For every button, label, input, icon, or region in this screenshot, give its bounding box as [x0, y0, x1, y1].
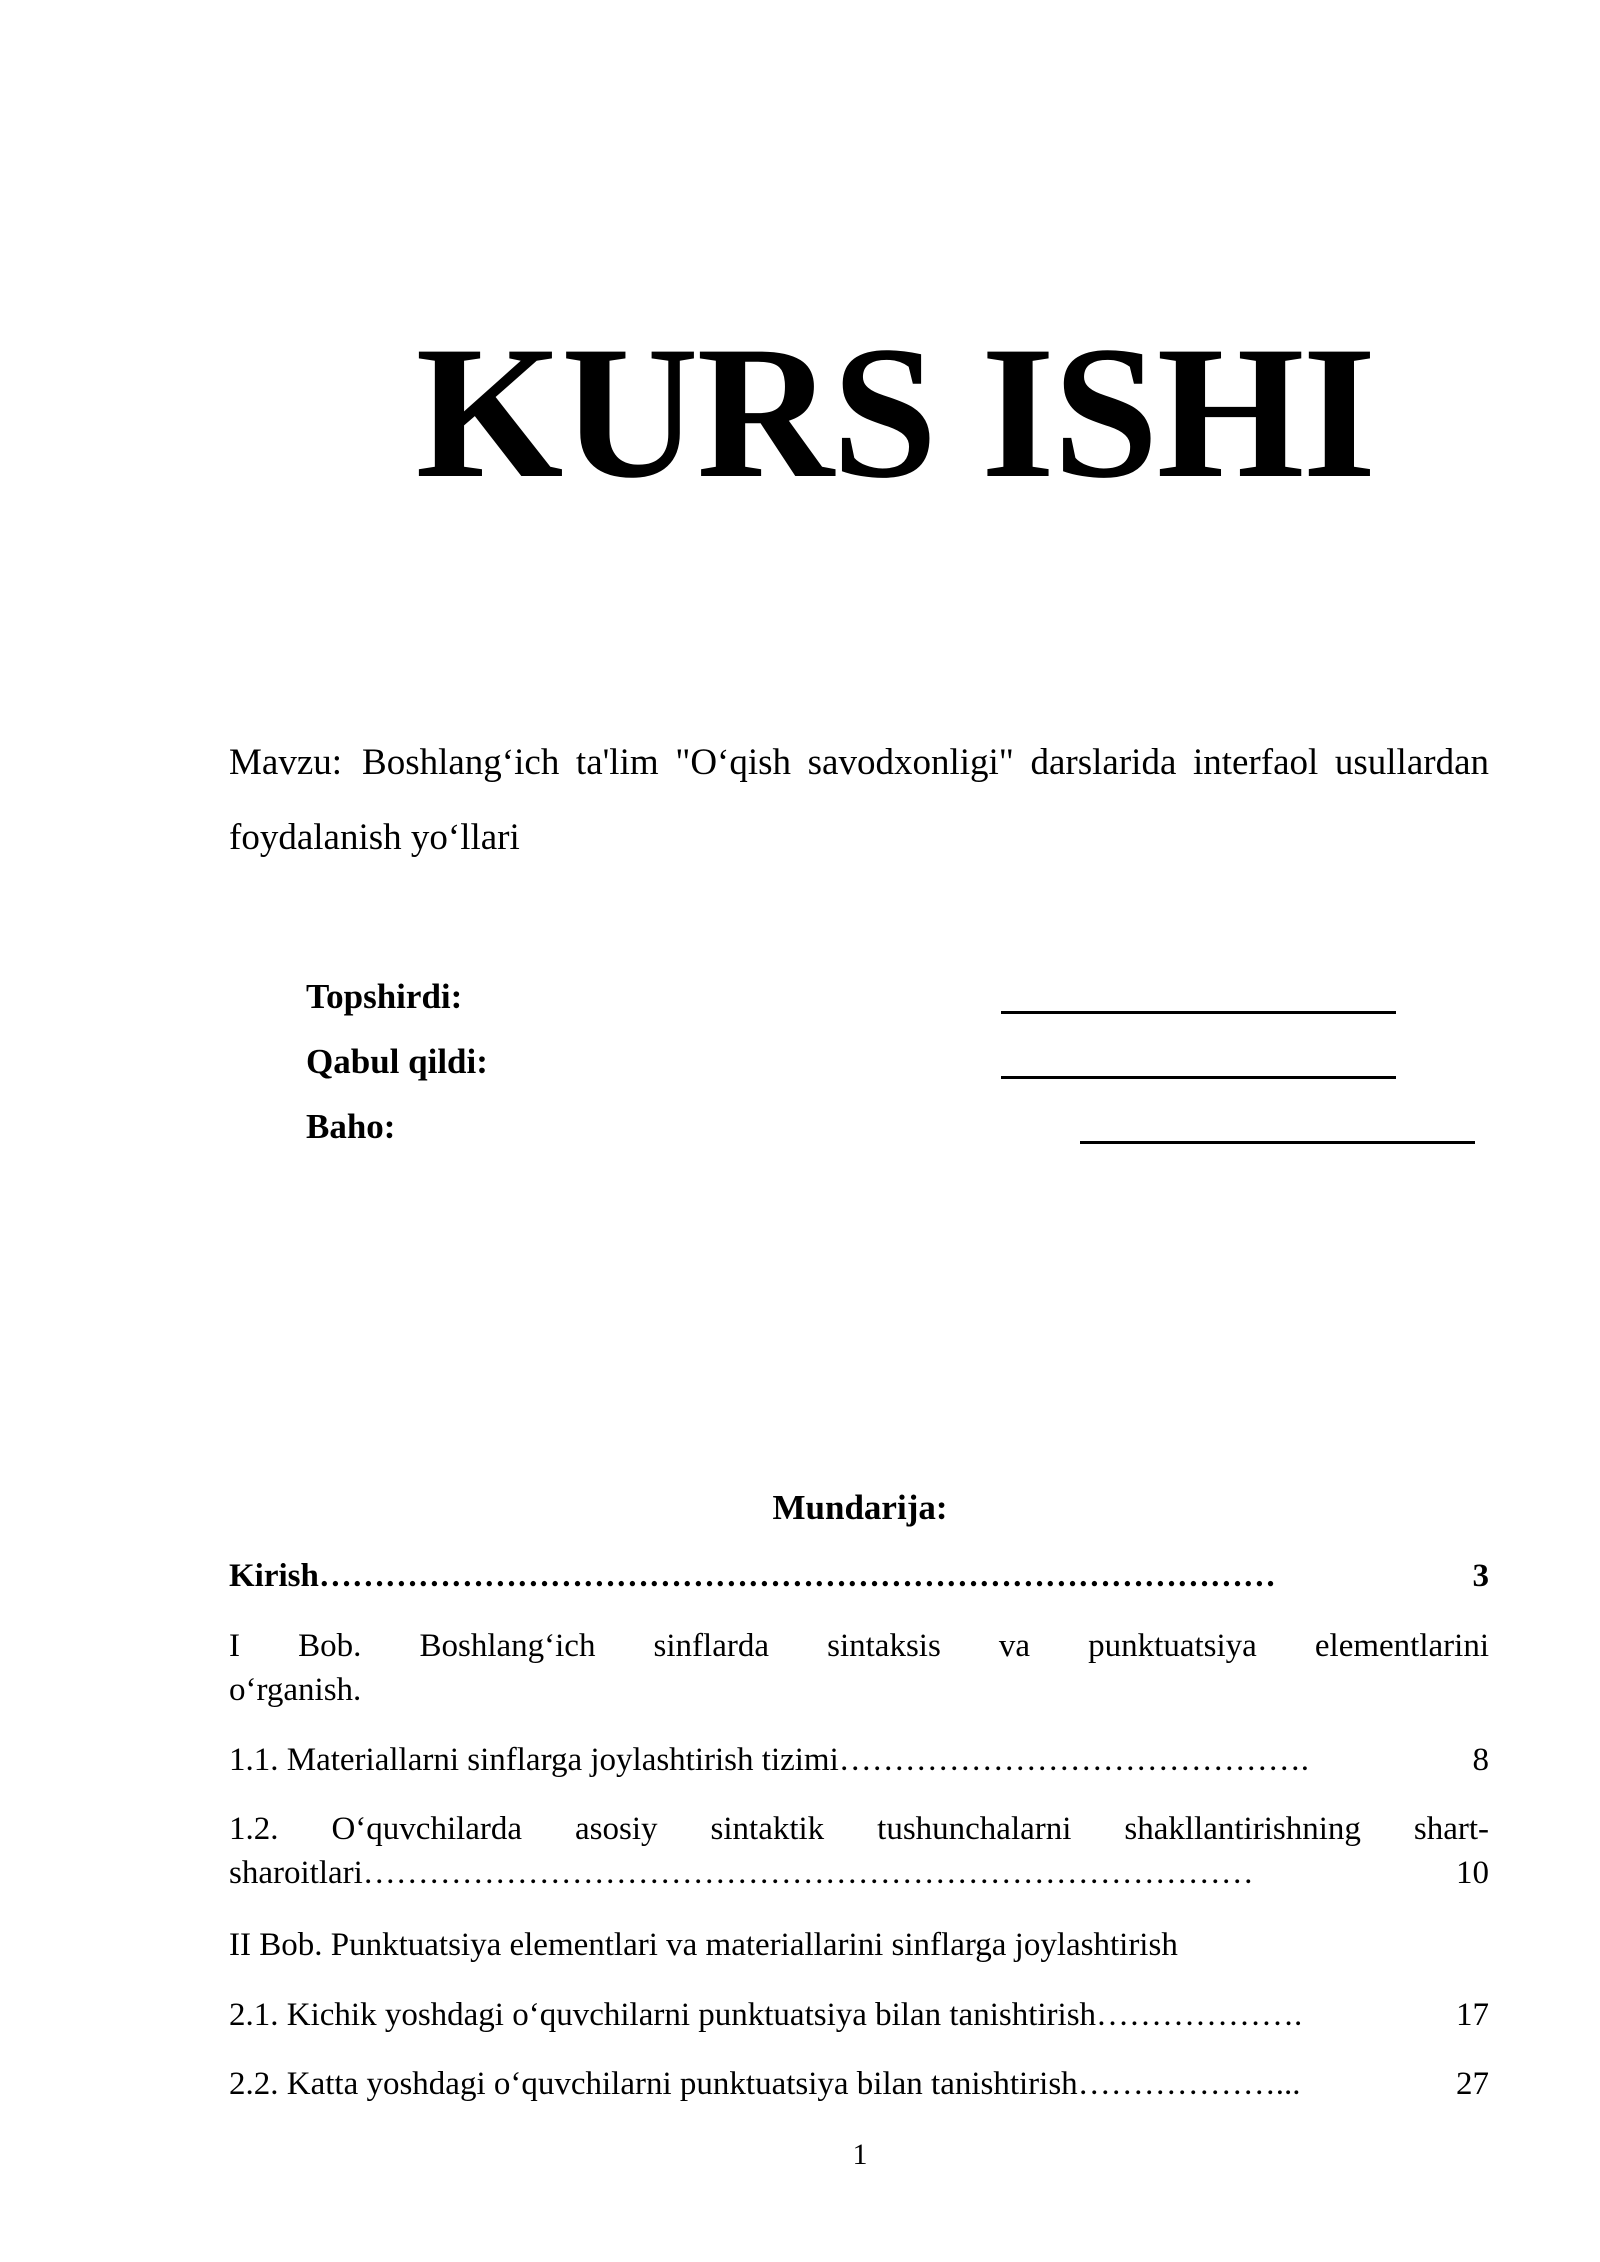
toc-chapter-2-text: II Bob. Punktuatsiya elementlari va materiallarini sinflarga joylashtirish — [229, 1927, 1178, 1963]
toc-section-2-2 — [229, 2062, 1489, 2106]
toc-leader-dots: ……………………………………. — [838, 1742, 1310, 1778]
toc-chapter-1-line1: I Bob. Boshlang‘ich sinflarda sintaksis va punktuatsiya elementlarini — [229, 1628, 1489, 1664]
toc-entry-introduction — [229, 1554, 1489, 1598]
page-number: 1 — [852, 2138, 868, 2171]
toc-chapter-1 — [229, 1624, 1489, 1712]
toc-section-1-1 — [229, 1738, 1489, 1782]
toc-page-number: 27 — [1456, 2066, 1489, 2102]
submitted-signature-line — [1001, 1011, 1396, 1014]
accepted-label: Qabul qildi: — [306, 1042, 488, 1081]
toc-page-number: 10 — [1456, 1855, 1489, 1891]
accepted-signature-line — [1001, 1076, 1396, 1079]
grade-signature-line — [1080, 1141, 1475, 1144]
toc-entry-text: 1.1. Materiallarni sinflarga joylashtirish tizimi — [229, 1742, 839, 1778]
toc-leader-dots: …………………………………………………………………………… — [318, 1558, 1276, 1594]
toc-heading: Mundarija: — [772, 1488, 948, 1527]
toc-chapter-2 — [229, 1923, 1489, 1967]
signature-row-submitted — [306, 977, 462, 1017]
toc-chapter-1-line2: o‘rganish. — [229, 1672, 362, 1708]
toc-page-number: 17 — [1456, 1997, 1489, 2033]
topic-paragraph — [229, 725, 1489, 875]
toc-section-1-2 — [229, 1807, 1489, 1895]
toc-entry-text: 2.2. Katta yoshdagi o‘quvchilarni punktuatsiya bilan tanishtirish — [229, 2066, 1078, 2102]
toc-page-number: 3 — [1472, 1558, 1489, 1594]
toc-section-2-1 — [229, 1993, 1489, 2037]
document-title: KURS ISHI — [415, 308, 1375, 518]
toc-entry-text: sharoitlari — [229, 1855, 363, 1891]
grade-label: Baho: — [306, 1107, 396, 1146]
toc-leader-dots: ………………... — [1077, 2066, 1301, 2102]
topic-text: Boshlang‘ich ta'lim "O‘qish savodxonligi" darslarida interfaol usullardan foydalanish yo‘llari — [229, 742, 1489, 858]
signature-row-grade — [306, 1107, 395, 1147]
toc-section-1-2-line1: 1.2. O‘quvchilarda asosiy sintaktik tushunchalarni shakllantirishning shart- — [229, 1811, 1489, 1847]
toc-entry-text: 2.1. Kichik yoshdagi o‘quvchilarni punktuatsiya bilan tanishtirish — [229, 1997, 1097, 2033]
toc-leader-dots: ………………. — [1096, 1997, 1303, 2033]
toc-page-number: 8 — [1472, 1742, 1489, 1778]
toc-entry-text: Kirish — [229, 1558, 319, 1594]
topic-label: Mavzu: — [229, 742, 343, 783]
signature-row-accepted — [306, 1042, 488, 1082]
toc-leader-dots: ……………………………………………………………………… — [362, 1855, 1254, 1891]
submitted-label: Topshirdi: — [306, 977, 463, 1016]
